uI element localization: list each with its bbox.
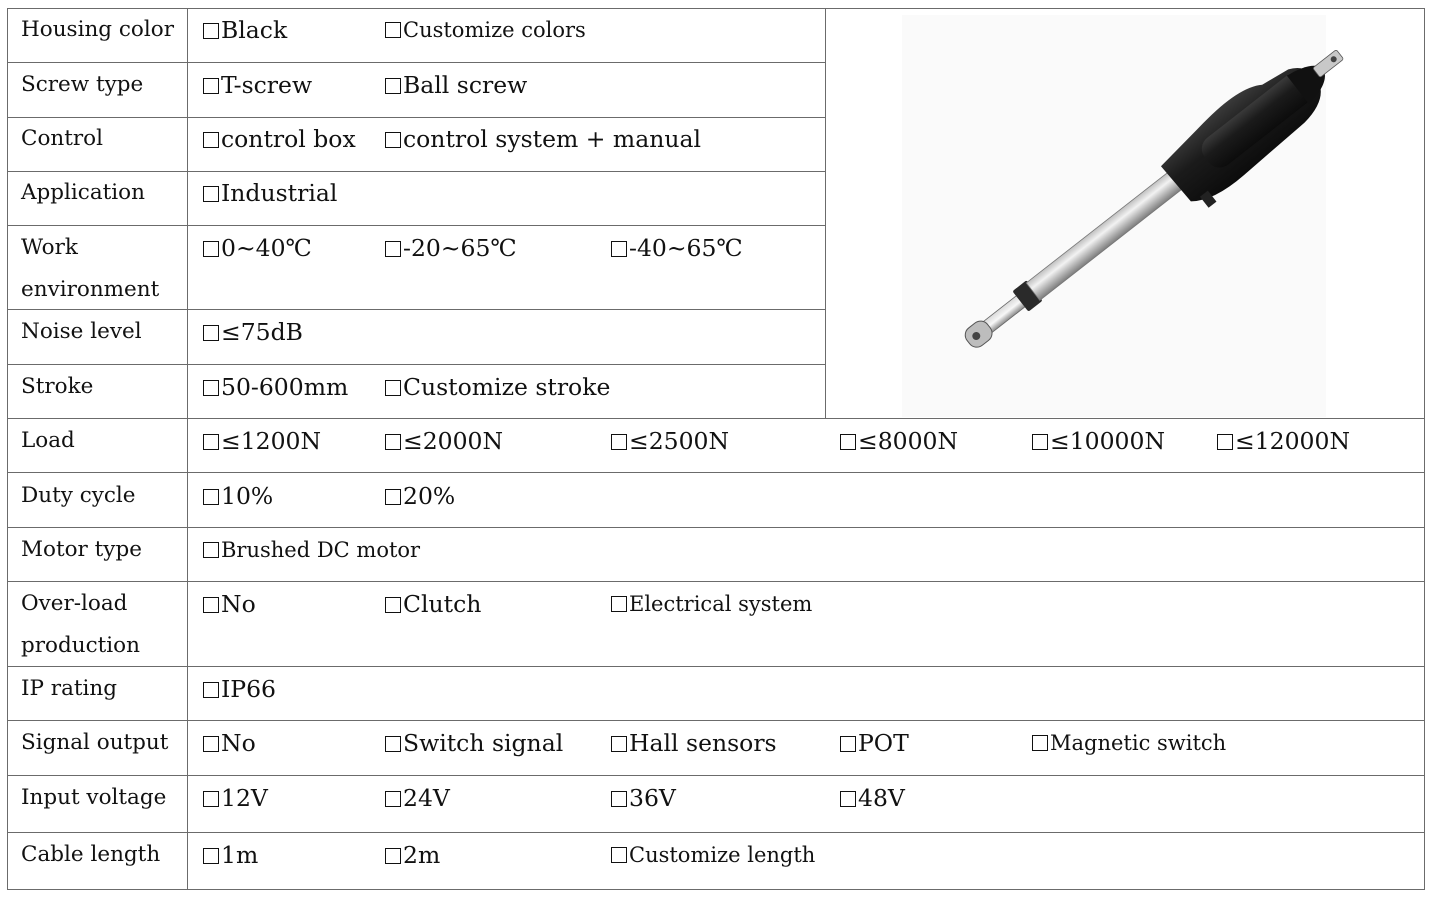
checkbox-icon[interactable] (611, 596, 627, 612)
row-label-screw-type: Screw type (21, 72, 144, 97)
row-label-work-environment: Work environment (21, 235, 160, 302)
checkbox-icon[interactable] (203, 597, 219, 613)
option-load-8000[interactable]: ≤8000N (840, 427, 958, 455)
checkbox-icon[interactable] (1032, 735, 1048, 751)
row-divider (7, 720, 1425, 721)
option-black[interactable]: Black (203, 16, 287, 44)
label-column-divider (187, 8, 188, 890)
checkbox-icon[interactable] (385, 736, 401, 752)
option-temp-minus20-65[interactable]: -20~65℃ (385, 234, 517, 262)
option-noise-75db[interactable]: ≤75dB (203, 318, 303, 346)
row-label-noise-level: Noise level (21, 319, 142, 344)
linear-actuator-icon (826, 9, 1424, 418)
checkbox-icon[interactable] (1217, 434, 1233, 450)
checkbox-icon[interactable] (203, 78, 219, 94)
option-control-system-manual[interactable]: control system + manual (385, 125, 701, 153)
option-clutch[interactable]: Clutch (385, 590, 481, 618)
option-temp-minus40-65[interactable]: -40~65℃ (611, 234, 743, 262)
row-divider (7, 117, 826, 118)
row-divider (7, 418, 1425, 419)
table-border-bottom (7, 889, 1425, 890)
option-36v[interactable]: 36V (611, 784, 676, 812)
checkbox-icon[interactable] (203, 23, 219, 39)
option-t-screw[interactable]: T-screw (203, 71, 312, 99)
option-load-1200[interactable]: ≤1200N (203, 427, 321, 455)
option-ip66[interactable]: IP66 (203, 675, 276, 703)
option-stroke-50-600[interactable]: 50-600mm (203, 373, 348, 401)
option-12v[interactable]: 12V (203, 784, 268, 812)
option-48v[interactable]: 48V (840, 784, 905, 812)
checkbox-icon[interactable] (203, 186, 219, 202)
option-duty-20[interactable]: 20% (385, 482, 455, 510)
option-hall-sensors[interactable]: Hall sensors (611, 729, 777, 757)
checkbox-icon[interactable] (840, 791, 856, 807)
option-2m[interactable]: 2m (385, 841, 440, 869)
row-label-input-voltage: Input voltage (21, 785, 167, 810)
checkbox-icon[interactable] (203, 325, 219, 341)
row-label-motor-type: Motor type (21, 537, 142, 562)
row-label-duty-cycle: Duty cycle (21, 483, 136, 508)
row-label-housing-color: Housing color (21, 17, 174, 42)
option-customize-colors[interactable]: Customize colors (385, 16, 586, 44)
checkbox-icon[interactable] (385, 380, 401, 396)
checkbox-icon[interactable] (385, 22, 401, 38)
checkbox-icon[interactable] (203, 848, 219, 864)
row-divider (7, 364, 826, 365)
option-1m[interactable]: 1m (203, 841, 258, 869)
option-switch-signal[interactable]: Switch signal (385, 729, 563, 757)
option-magnetic-switch[interactable]: Magnetic switch (1032, 729, 1226, 757)
option-signal-no[interactable]: No (203, 729, 256, 757)
row-label-stroke: Stroke (21, 374, 94, 399)
option-load-2500[interactable]: ≤2500N (611, 427, 729, 455)
checkbox-icon[interactable] (385, 78, 401, 94)
row-label-ip-rating: IP rating (21, 676, 118, 701)
row-label-application: Application (21, 180, 145, 205)
row-divider (7, 666, 1425, 667)
option-industrial[interactable]: Industrial (203, 179, 337, 207)
linear-actuator-photo (826, 9, 1424, 418)
row-label-control: Control (21, 126, 103, 151)
checkbox-icon[interactable] (385, 434, 401, 450)
option-pot[interactable]: POT (840, 729, 909, 757)
checkbox-icon[interactable] (385, 848, 401, 864)
option-load-2000[interactable]: ≤2000N (385, 427, 503, 455)
table-border-right (1424, 8, 1425, 890)
checkbox-icon[interactable] (611, 736, 627, 752)
option-control-box[interactable]: control box (203, 125, 356, 153)
checkbox-icon[interactable] (385, 241, 401, 257)
option-electrical-system[interactable]: Electrical system (611, 590, 812, 618)
row-divider (7, 472, 1425, 473)
option-customize-stroke[interactable]: Customize stroke (385, 373, 610, 401)
option-temp-0-40[interactable]: 0~40℃ (203, 234, 312, 262)
option-load-10000[interactable]: ≤10000N (1032, 427, 1165, 455)
checkbox-icon[interactable] (203, 542, 219, 558)
row-label-overload-production: Over-load production (21, 591, 140, 658)
row-label-signal-output: Signal output (21, 730, 169, 755)
option-brushed-dc-motor[interactable]: Brushed DC motor (203, 536, 420, 564)
checkbox-icon[interactable] (1032, 434, 1048, 450)
checkbox-icon[interactable] (611, 241, 627, 257)
table-border-left (7, 8, 8, 890)
checkbox-icon[interactable] (203, 682, 219, 698)
checkbox-icon[interactable] (203, 132, 219, 148)
option-overload-no[interactable]: No (203, 590, 256, 618)
checkbox-icon[interactable] (385, 597, 401, 613)
option-load-12000[interactable]: ≤12000N (1217, 427, 1350, 455)
row-divider (7, 832, 1425, 833)
checkbox-icon[interactable] (385, 132, 401, 148)
row-divider (7, 527, 1425, 528)
checkbox-icon[interactable] (203, 380, 219, 396)
option-24v[interactable]: 24V (385, 784, 450, 812)
checkbox-icon[interactable] (203, 434, 219, 450)
checkbox-icon[interactable] (840, 736, 856, 752)
row-label-load: Load (21, 428, 75, 453)
checkbox-icon[interactable] (203, 241, 219, 257)
row-divider (7, 775, 1425, 776)
row-divider (7, 225, 826, 226)
checkbox-icon[interactable] (203, 489, 219, 505)
row-label-cable-length: Cable length (21, 842, 161, 867)
checkbox-icon[interactable] (611, 434, 627, 450)
checkbox-icon[interactable] (840, 434, 856, 450)
checkbox-icon[interactable] (203, 736, 219, 752)
option-customize-length[interactable]: Customize length (611, 841, 815, 869)
row-divider (7, 62, 826, 63)
option-duty-10[interactable]: 10% (203, 482, 273, 510)
checkbox-icon[interactable] (385, 489, 401, 505)
checkbox-icon[interactable] (611, 791, 627, 807)
option-ball-screw[interactable]: Ball screw (385, 71, 527, 99)
checkbox-icon[interactable] (203, 791, 219, 807)
checkbox-icon[interactable] (611, 847, 627, 863)
checkbox-icon[interactable] (385, 791, 401, 807)
row-divider (7, 581, 1425, 582)
